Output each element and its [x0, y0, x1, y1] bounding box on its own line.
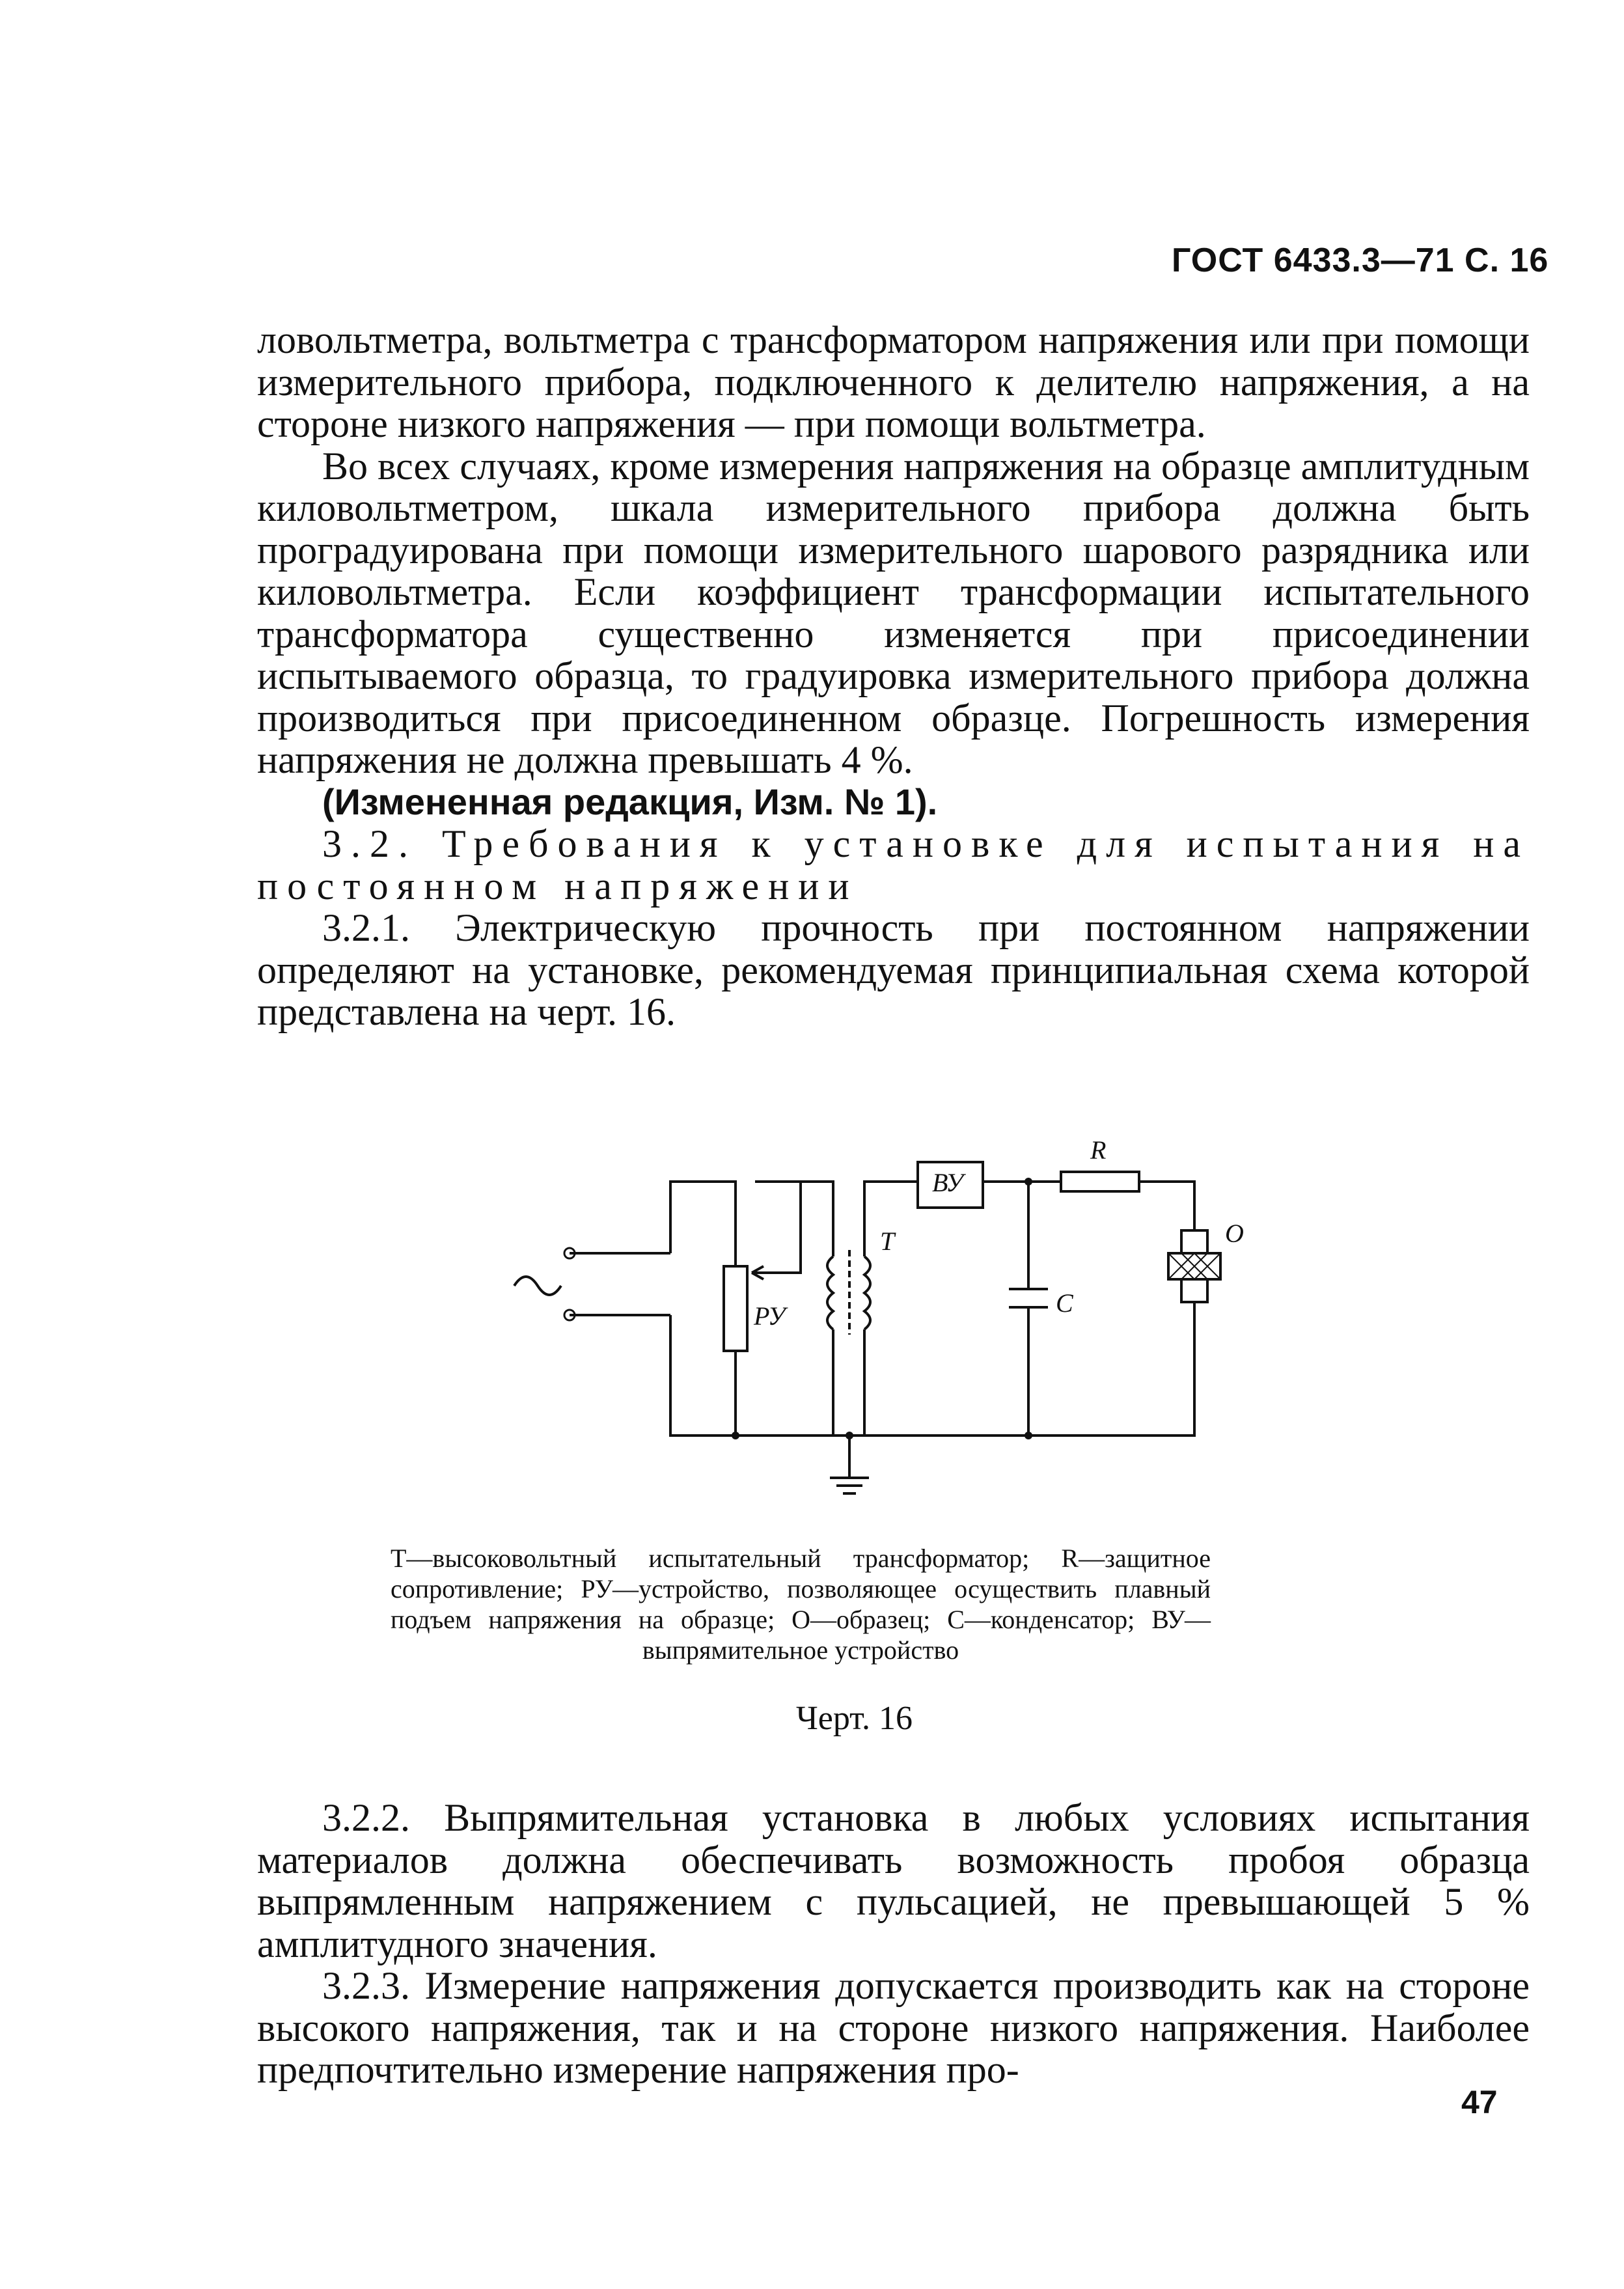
- text-block-bottom: [257, 1797, 1530, 2091]
- label-t: Т: [880, 1227, 895, 1256]
- label-o: О: [1225, 1219, 1244, 1248]
- paragraph-calibration: Во всех случаях, кроме измерения напряжения на образце амплитудным киловольтметром, шкала измерительного прибора должна быть проградуирована при помощи измерительного шарового разрядника или киловольтметра. Если коэффициент трансформации испытательного трансформатора существенно изменяется при присоединении испытываемого образца, то градуировка измерительного прибора должна производиться при присоединенном образце. Погрешность измерения напряжения не должна превышать 4 %.: [257, 444, 1530, 781]
- document-header: ГОСТ 6433.3—71 С. 16: [1172, 242, 1549, 279]
- figure-title: Черт. 16: [795, 1700, 913, 1737]
- ac-source-icon: [514, 1277, 561, 1295]
- amendment-note: (Измененная редакция, Изм. № 1).: [322, 781, 938, 822]
- paragraph-3-2-3: 3.2.3. Измерение напряжения допускается производить как на стороне высокого напряжения, так и на стороне низкого напряжения. Наиболее предпочтительно измерение напряжения про-: [257, 1964, 1530, 2091]
- resistor-r-box: [1061, 1172, 1139, 1191]
- label-r: R: [1090, 1135, 1107, 1165]
- figure-caption: Т—высоковольтный испытательный трансформатор; R—защитное сопротивление; РУ—устройство, позволяющее осуществить плавный подъем напряжения на образце; О—образец; С—конденсатор; ВУ—выпрямительное устройство: [391, 1544, 1211, 1665]
- label-ru: РУ: [754, 1301, 786, 1331]
- section-heading-3-2: 3.2. Требования к установке для испытания на постоянном напряжении: [257, 822, 1530, 908]
- paragraph-continuation: ловольтметра, вольтметра с трансформатором напряжения или при помощи измерительного прибора, подключенного к делителю напряжения, а на стороне низкого напряжения — при помощи вольтметра.: [257, 318, 1530, 445]
- page-number: 47: [1461, 2084, 1498, 2120]
- text-block-top: [257, 319, 1530, 1033]
- circuit-diagram: [495, 1126, 1276, 1549]
- label-c: С: [1056, 1288, 1073, 1318]
- label-vu: ВУ: [932, 1168, 963, 1197]
- regulator-ru-box: [724, 1266, 747, 1351]
- paragraph-3-2-2: 3.2.2. Выпрямительная установка в любых условиях испытания материалов должна обеспечивать возможность пробоя образца выпрямленным напряжением с пульсацией, не превышающей 5 % амплитудного значения.: [257, 1796, 1530, 1965]
- paragraph-3-2-1: 3.2.1. Электрическую прочность при постоянном напряжении определяют на установке, рекомендуемая принципиальная схема которой представлена на черт. 16.: [257, 906, 1530, 1033]
